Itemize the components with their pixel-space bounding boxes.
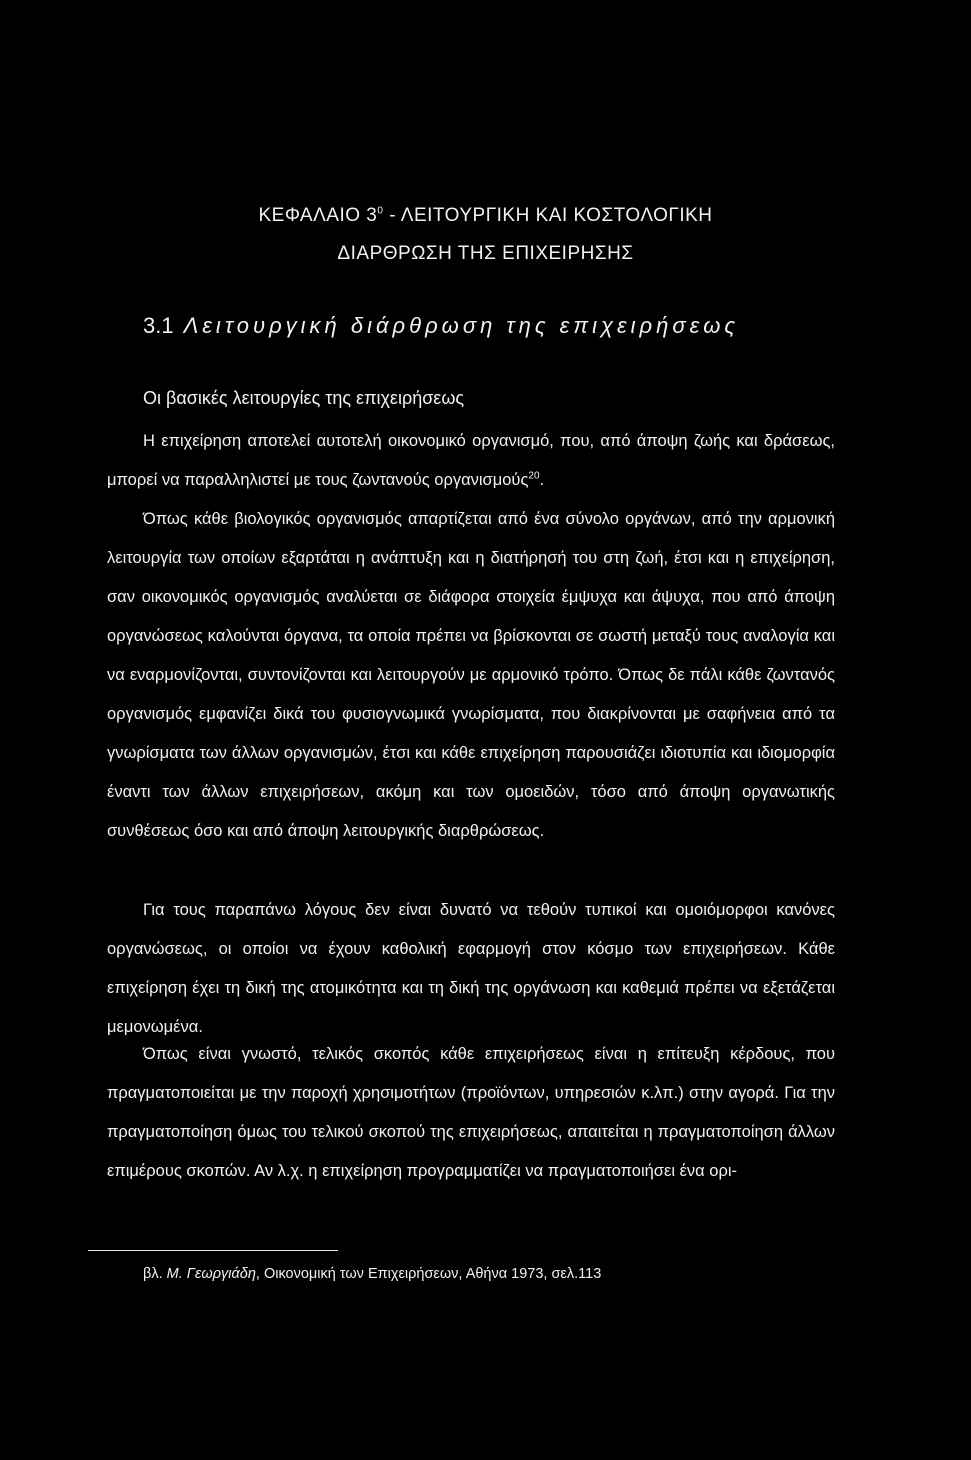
paragraph-1: Η επιχείρηση αποτελεί αυτοτελή οικονομικό οργανισμό, που, από άποψη ζωής και δράσεως, μπορεί να παραλληλιστεί με τους ζωντανούς οργανισμούς$^{20}$. — [107, 432, 835, 489]
paragraph-3: Για τους παραπάνω λόγους δεν είναι δυνατό να τεθούν τυπικοί και ομοιόμορφοι κανόνες οργανώσεως, οι οποίοι να έχουν καθολική εφαρμογή στον κόσμο των επιχειρήσεων. Κάθε επιχείρηση έχει τη δική της ατομικότητα και τη δική της οργάνωση και καθεμιά πρέπει να εξετάζεται μεμονωμένα. — [107, 901, 835, 1036]
section-number: 3.1 — [143, 313, 174, 338]
chapter-heading-line-1: ΚΕΦΑΛΑΙΟ $3^0$ - ΛΕΙΤΟΥΡΓΙΚΗ ΚΑΙ ΚΟΣΤΟΛΟΓΙΚΗ — [258, 205, 713, 226]
paragraph-2: Όπως κάθε βιολογικός οργανισμός απαρτίζεται από ένα σύνολο οργάνων, από την αρμονική λειτουργία των οποίων εξαρτάται η ανάπτυξη και η διατήρησή του στη ζωή, έτσι και η επιχείρηση, σαν οικονομικός οργανισμός αναλύεται σε διάφορα στοιχεία έμψυχα και άψυχα, που από άποψη οργανώσεως καλούνται όργανα, τα οποία πρέπει να βρίσκονται σε σωστή μεταξύ τους αναλογία και να εναρμονίζονται, συντονίζονται και λειτουργούν με αρμονικό τρόπο. Όπως δε πάλι κάθε ζωντανός οργανισμός εμφανίζει δικά του φυσιογνωμικά γνωρίσματα, που διακρίνονται με σαφήνεια από τα γνωρίσματα των άλλων οργανισμών, έτσι και κάθε επιχείρηση παρουσιάζει ιδιοτυπία και ιδιομορφία έναντι των άλλων επιχειρήσεων, ακόμη και των ομοειδών, τόσο από άποψη οργανωτικής συνθέσεως όσο και από άποψη λειτουργικής διαρθρώσεως. — [107, 510, 835, 840]
section-heading — [143, 313, 739, 339]
footnote-ref: 20 — [528, 470, 540, 482]
section-title: Λειτουργική διάρθρωση της επιχειρήσεως — [183, 313, 740, 338]
paragraph-4: Όπως είναι γνωστό, τελικός σκοπός κάθε επιχειρήσεως είναι η επίτευξη κέρδους, που πραγματοποιείται με την παροχή χρησιμοτήτων (προϊόντων, υπηρεσιών κ.λπ.) στην αγορά. Για την πραγματοποίηση όμως του τελικού σκοπού της επιχειρήσεως, απαιτείται η πραγματοποίηση άλλων επιμέρους σκοπών. Αν λ.χ. η επιχείρηση προγραμματίζει να πραγματοποιήσει ένα ορι- — [107, 1045, 835, 1180]
footnote-divider — [88, 1250, 338, 1251]
chapter-heading-line-2: ΔΙΑΡΘΡΩΣΗ ΤΗΣ ΕΠΙΧΕΙΡΗΣΗΣ — [337, 243, 634, 264]
footnote: βλ. Μ. Γεωργιάδη, Οικονομική των Επιχειρήσεων, Αθήνα 1973, σελ.113 — [143, 1266, 602, 1282]
subheading: Οι βασικές λειτουργίες της επιχειρήσεως — [143, 388, 465, 408]
